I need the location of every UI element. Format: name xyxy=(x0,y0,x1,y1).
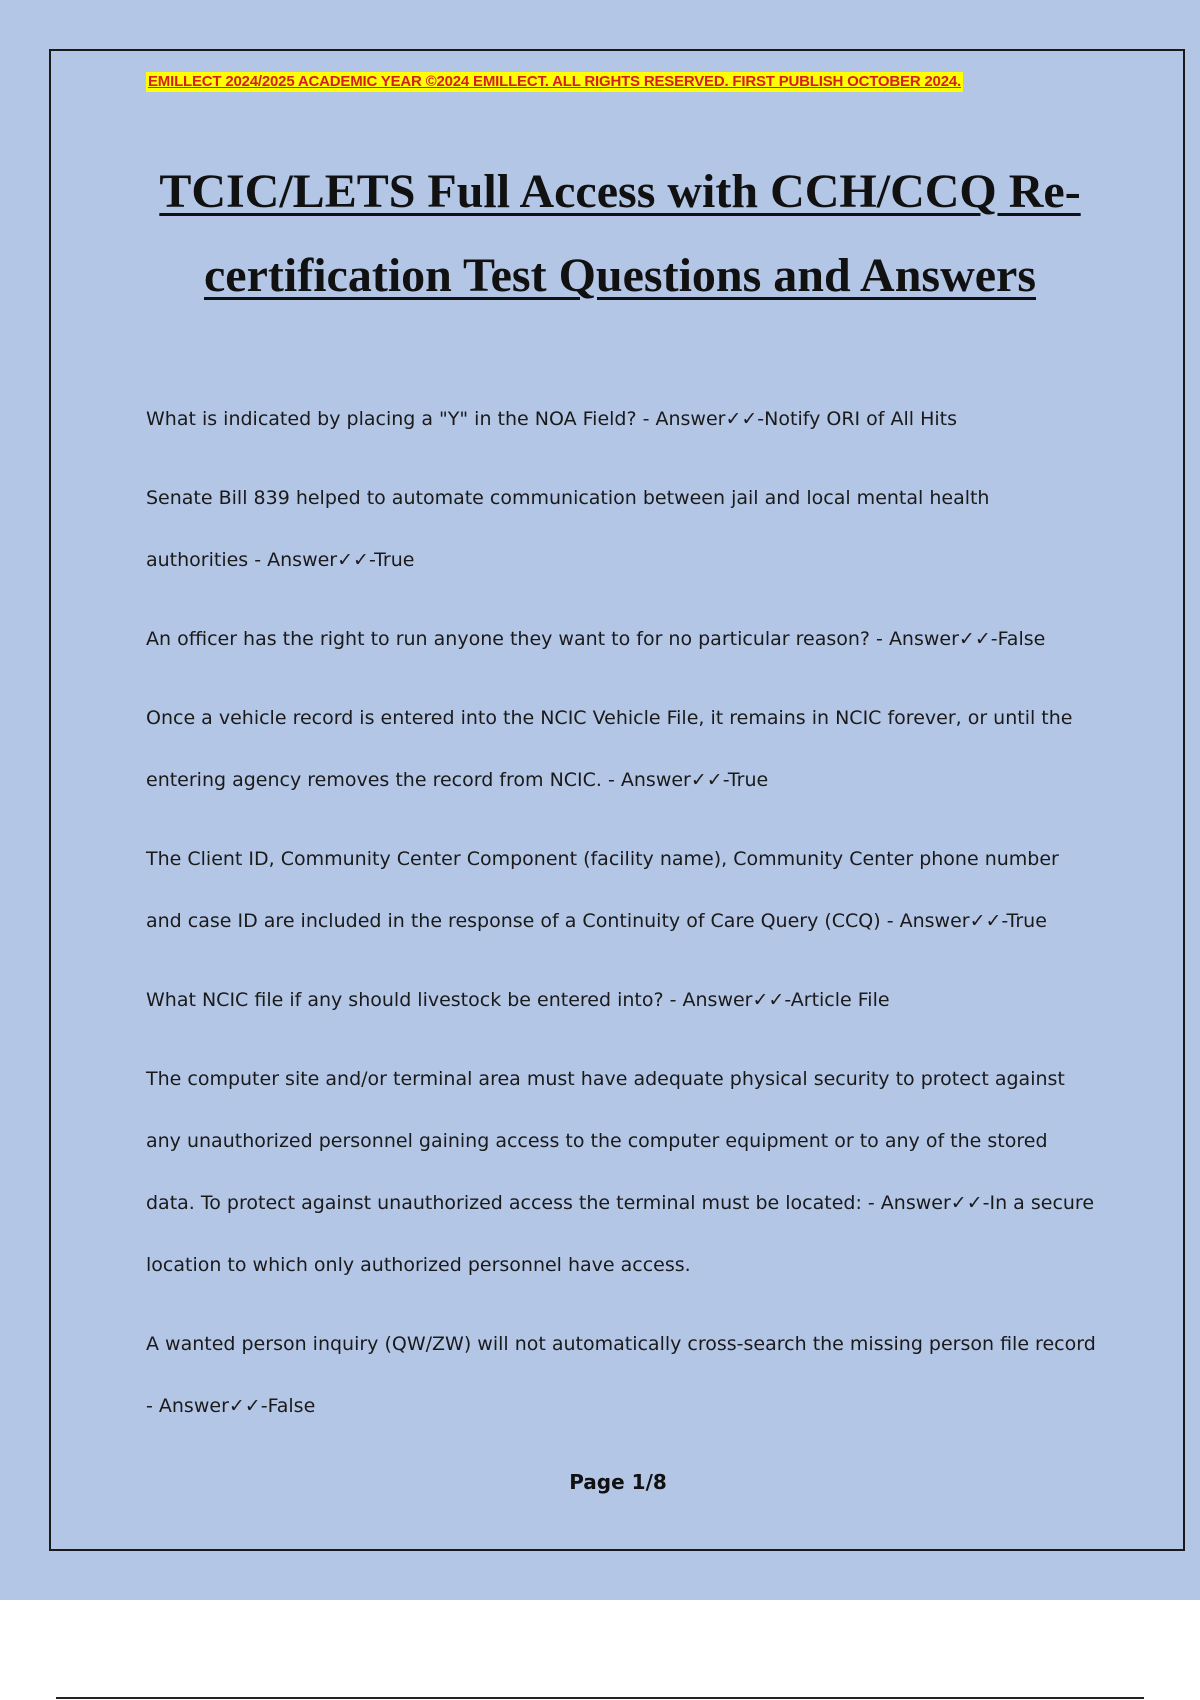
qa-item: A wanted person inquiry (QW/ZW) will not automatically cross-search the missing person file record - Answer✓✓-False xyxy=(146,1333,1096,1417)
document-title: TCIC/LETS Full Access with CCH/CCQ Re-certification Test Questions and Answers xyxy=(159,165,1081,302)
qa-item: Once a vehicle record is entered into the NCIC Vehicle File, it remains in NCIC forever, or until the entering agency removes the record from NCIC. - Answer✓✓-True xyxy=(146,707,1073,791)
qa-item: An officer has the right to run anyone they want to for no particular reason? - Answer✓✓-False xyxy=(146,628,1046,650)
divider xyxy=(56,1697,1144,1699)
qa-item: Senate Bill 839 helped to automate communication between jail and local mental health authorities - Answer✓✓-True xyxy=(146,487,990,571)
copyright-notice: EMILLECT 2024/2025 ACADEMIC YEAR ©2024 EMILLECT. ALL RIGHTS RESERVED. FIRST PUBLISH OCTOBER 2024. xyxy=(148,73,961,90)
qa-item: What is indicated by placing a "Y" in the NOA Field? - Answer✓✓-Notify ORI of All Hits xyxy=(146,408,958,430)
page-number: Page 1/8 xyxy=(569,1470,667,1494)
qa-item: What NCIC file if any should livestock be entered into? - Answer✓✓-Article File xyxy=(146,989,890,1011)
qa-item: The computer site and/or terminal area must have adequate physical security to protect against any unauthorized personnel gaining access to the computer equipment or to any of the stored data. To protect against unauthorized access the terminal must be located: - Answer✓✓-In a secure location to which only authorized personnel have access. xyxy=(146,1068,1095,1276)
qa-item: The Client ID, Community Center Component (facility name), Community Center phone number and case ID are included in the response of a Continuity of Care Query (CCQ) - Answer✓✓-True xyxy=(146,848,1059,932)
qa-list xyxy=(146,388,1096,1454)
